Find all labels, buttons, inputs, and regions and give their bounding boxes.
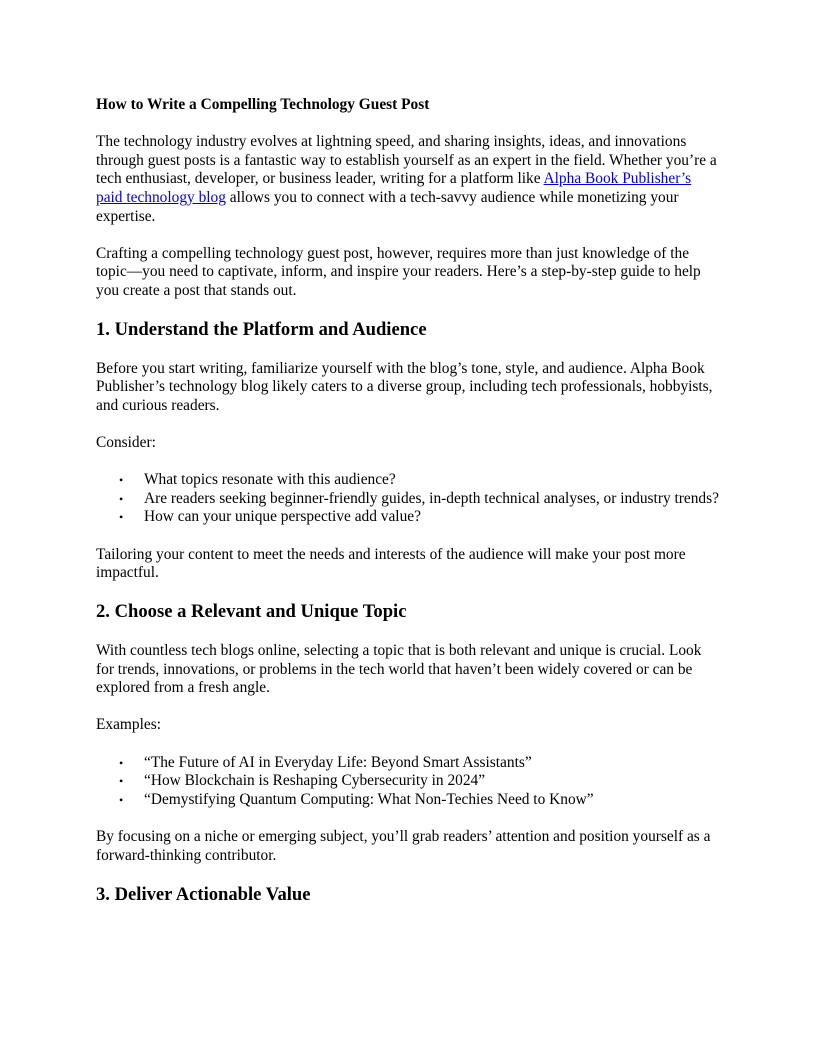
intro-paragraph-1 [96, 133, 720, 226]
list-item [119, 772, 720, 791]
list-item [119, 790, 720, 810]
list-item-text: “Demystifying Quantum Computing: What Non-Techies Need to Know” [144, 790, 594, 808]
list-item [119, 753, 720, 773]
list-item-text: How can your unique perspective add value? [144, 508, 421, 526]
list-item [119, 489, 720, 509]
section-1-heading: 1. Understand the Platform and Audience [96, 319, 427, 341]
intro-text-after-link: allows you to connect with a tech-savvy audience while monetizing your expertise. [96, 188, 679, 225]
section-2-lead: Examples: [96, 716, 161, 734]
bullet-icon: • [119, 774, 124, 789]
section-1-list [96, 471, 720, 527]
list-item-text: “The Future of AI in Everyday Life: Beyond Smart Assistants” [144, 753, 532, 771]
bullet-icon: • [119, 491, 124, 506]
list-item-text: “How Blockchain is Reshaping Cybersecurity in 2024” [144, 772, 486, 790]
intro-paragraph-2: Crafting a compelling technology guest post, however, requires more than just knowledge of the topic—you need to captivate, inform, and inspire your readers. Here’s a step-by-step guide to help you create a post that stands out. [96, 244, 701, 299]
bullet-icon: • [119, 510, 124, 525]
bullet-icon: • [119, 755, 124, 770]
list-item [119, 508, 720, 527]
alpha-book-publisher-link[interactable]: Alpha Book Publisher’s paid technology blog [96, 170, 692, 206]
bullet-icon: • [119, 792, 124, 807]
bullet-icon: • [119, 473, 124, 488]
section-3-heading: 3. Deliver Actionable Value [96, 883, 311, 905]
document-title: How to Write a Compelling Technology Guest Post [96, 96, 430, 113]
section-2-paragraph: With countless tech blogs online, selecting a topic that is both relevant and unique is crucial. Look for trends, innovations, or problems in the tech world that haven’t been widely covered or can be explored from a fresh angle. [96, 642, 702, 697]
section-2-closing-paragraph: By focusing on a niche or emerging subject, you’ll grab readers’ attention and position yourself as a forward-thinking contributor. [96, 827, 711, 864]
section-1-lead: Consider: [96, 434, 156, 452]
section-2-list [96, 754, 720, 810]
list-item [119, 471, 720, 490]
section-1-paragraph: Before you start writing, familiarize yourself with the blog’s tone, style, and audience. Alpha Book Publisher’s technology blog likely caters to a diverse group, including tech professionals, hobbyists, and curious readers. [96, 359, 713, 414]
list-item-text: Are readers seeking beginner-friendly guides, in-depth technical analyses, or industry trends? [144, 489, 719, 507]
intro-text-before-link: The technology industry evolves at lightning speed, and sharing insights, ideas, and innovations through guest posts is a fantastic way to establish yourself as an expert in the field. Whether you’re a tech enthusiast, developer, or business leader, writing for a platform like [96, 133, 717, 188]
section-1-closing-paragraph: Tailoring your content to meet the needs and interests of the audience will make your post more impactful. [96, 545, 686, 582]
document-page [96, 96, 720, 924]
section-2-heading: 2. Choose a Relevant and Unique Topic [96, 601, 407, 623]
list-item-text: What topics resonate with this audience? [144, 471, 396, 489]
